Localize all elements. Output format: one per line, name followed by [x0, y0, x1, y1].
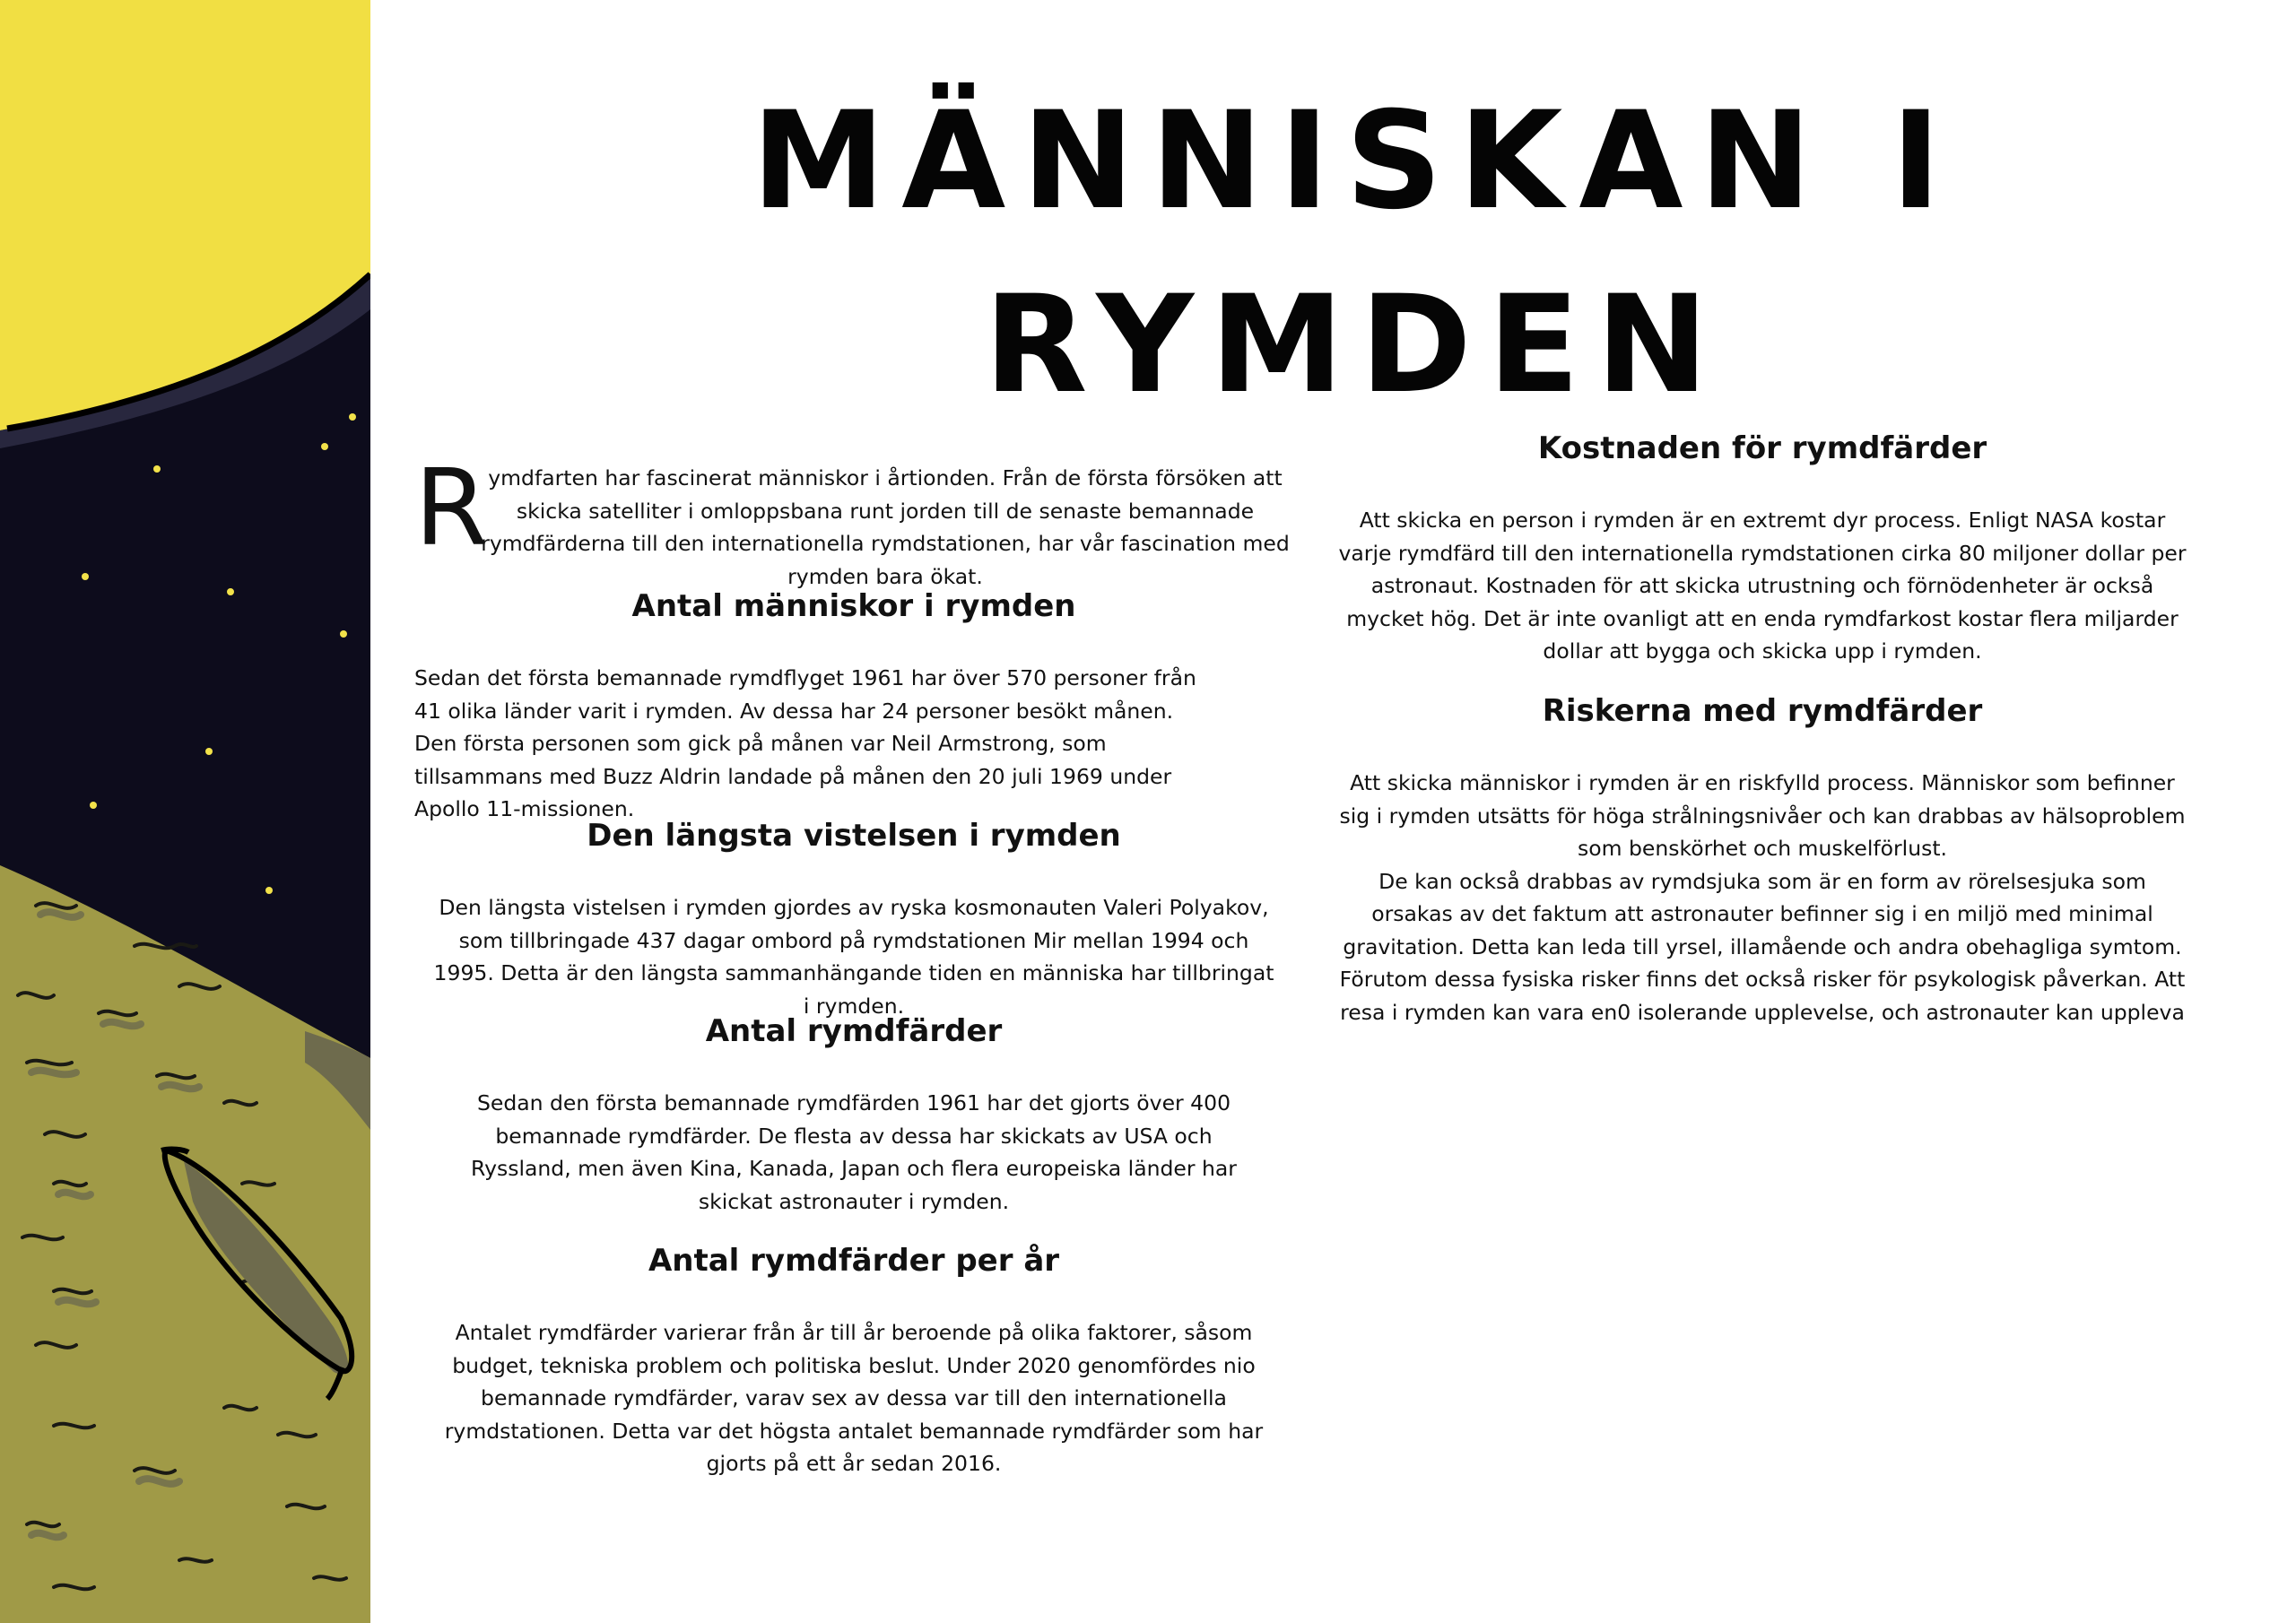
section-heading: Den längsta vistelsen i rymden — [587, 818, 1121, 854]
space-illustration — [0, 0, 370, 1623]
section-text-3: Förutom dessa fysiska risker finns det också risker för psykologisk påverkan. Att resa i rymden kan vara en0 isolerande upplevelse, och astronauter kan uppleva — [1339, 967, 2186, 1025]
section-langsta-vistelsen — [414, 816, 1293, 1022]
section-text: Sedan det första bemannade rymdflyget 1961 har över 570 personer från 41 olika länder varit i rymden. Av dessa har 24 personer besökt månen. Den första personen som gick på månen var Neil Armstrong, som tillsammans med Buzz Aldrin landade på månen den 20 juli 1969 under Apollo 11-missionen. — [414, 665, 1196, 821]
section-heading: Antal rymdfärder — [705, 1013, 1003, 1049]
section-text: Sedan den första bemannade rymdfärden 1961 har det gjorts över 400 bemannade rymdfärder. De flesta av dessa har skickats av USA och Ryssland, men även Kina, Kanada, Japan och flera europeiska länder har skickat astronauter i rymden. — [471, 1090, 1237, 1214]
section-riskerna — [1336, 691, 2188, 1028]
page-title — [592, 70, 2117, 438]
section-heading: Antal rymdfärder per år — [648, 1243, 1060, 1279]
section-heading: Riskerna med rymdfärder — [1542, 693, 1983, 729]
intro-text: ymdfarten har fascinerat människor i årtionden. Från de första försöken att skicka satelliter i omloppsbana runt jorden till de senaste bemannade rymdfärderna till den internationella rymdstationen, har vår fascination med rymden bara ökat. — [481, 465, 1290, 589]
intro-dropcap: R — [414, 446, 488, 569]
page-title-line-2: RYMDEN — [984, 267, 1725, 423]
intro-paragraph — [414, 446, 1293, 593]
section-antal-rymdfarder — [414, 1011, 1293, 1218]
section-antal-manniskor — [414, 586, 1293, 826]
section-text: Att skicka en person i rymden är en extremt dyr process. Enligt NASA kostar varje rymdfärd till den internationella rymdstationen cirka 80 miljoner dollar per astronaut. Kostnaden för att skicka utrustning och förnödenheter är också mycket hög. Det är inte ovanligt att en enda rymdfarkost kostar flera miljarder dollar att bygga och skicka upp i rymden. — [1338, 508, 2187, 664]
section-text-1: Att skicka människor i rymden är en riskfylld process. Människor som befinner sig i rymden utsätts för höga strålningsnivåer och kan drabbas av hälsoproblem som benskörhet och muskelförlust. — [1339, 770, 2186, 861]
section-text: Antalet rymdfärder varierar från år till år beroende på olika faktorer, såsom budget, tekniska problem och politiska beslut. Under 2020 genomfördes nio bemannade rymdfärder, varav sex av dessa var till den internationella rymdstationen. Detta var det högsta antalet bemannade rymdfärder som har gjorts på ett år sedan 2016. — [444, 1320, 1264, 1476]
section-rymdfarder-per-ar — [414, 1241, 1293, 1480]
section-text: Den längsta vistelsen i rymden gjordes av ryska kosmonauten Valeri Polyakov, som tillbringade 437 dagar ombord på rymdstationen Mir mellan 1994 och 1995. Detta är den längsta sammanhängande tiden en människa har tillbringat i rymden. — [433, 895, 1274, 1019]
section-heading: Kostnaden för rymdfärder — [1537, 430, 1987, 466]
page-title-line-1: MÄNNISKAN I — [751, 83, 1958, 239]
section-kostnaden — [1336, 429, 2188, 668]
section-text-2: De kan också drabbas av rymdsjuka som är en form av rörelsesjuka som orsakas av det faktum att astronauter befinner sig i en miljö med minimal gravitation. Detta kan leda till yrsel, illamående och andra obehagliga symtom. — [1343, 868, 2182, 959]
section-heading: Antal människor i rymden — [631, 588, 1076, 624]
